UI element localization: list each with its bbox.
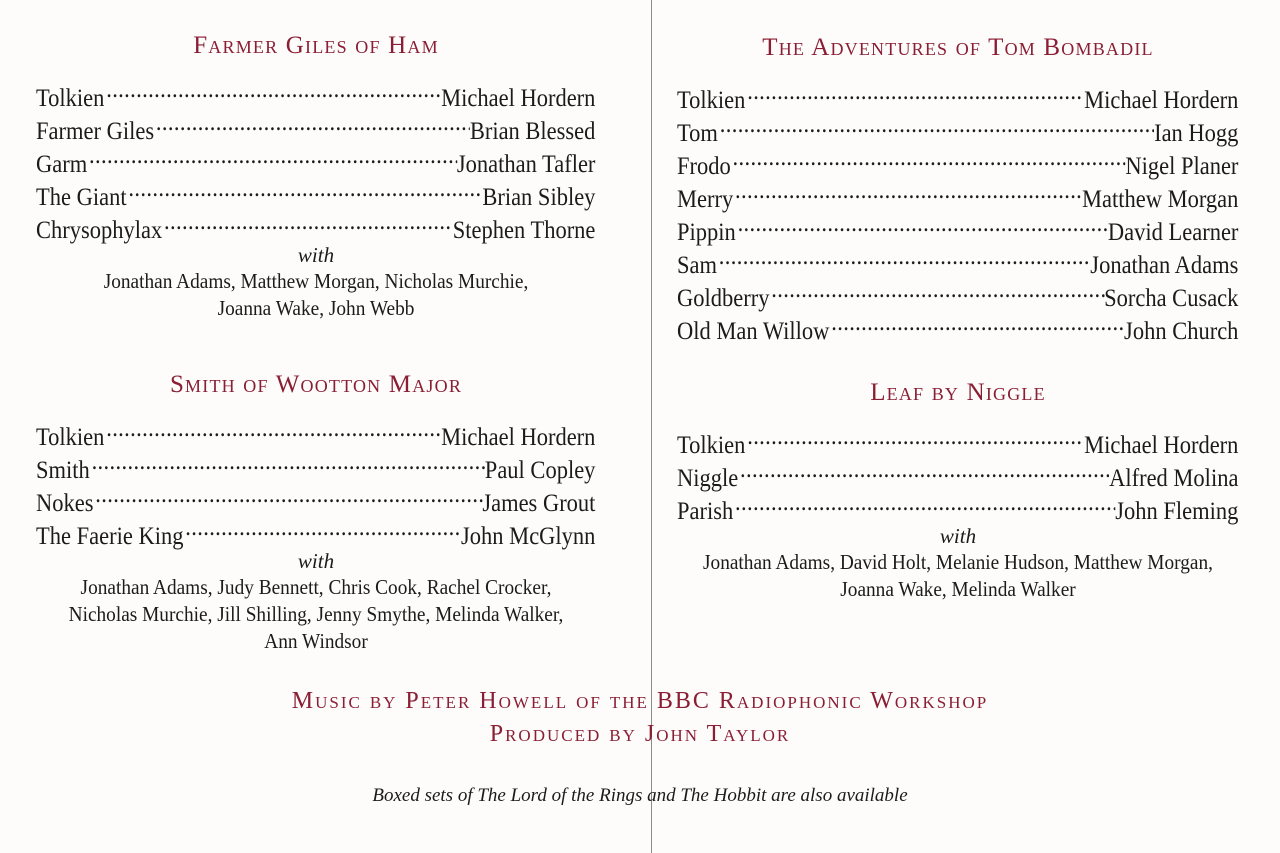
with-label: with — [297, 243, 335, 267]
cast-row — [677, 108, 1239, 147]
section-leaf-by-niggle — [677, 378, 1239, 603]
role-name: Smith — [36, 457, 90, 484]
cast-list — [677, 420, 1239, 525]
role-name: Chrysophylax — [36, 217, 163, 244]
cast-row — [677, 273, 1239, 312]
actor-name: Ian Hogg — [1154, 120, 1239, 147]
cast-row — [36, 106, 596, 145]
cast-row — [677, 453, 1239, 492]
cast-row — [36, 511, 596, 550]
additional-cast-line: Nicholas Murchie, Jill Shilling, Jenny Smythe, Melinda Walker, — [68, 602, 564, 626]
role-name: The Giant — [36, 184, 127, 211]
additional-cast — [699, 549, 1216, 603]
dot-leader — [736, 207, 1108, 240]
dot-leader — [162, 205, 452, 238]
additional-cast-line: Ann Windsor — [264, 629, 368, 653]
additional-cast — [58, 268, 573, 322]
additional-cast-line: Joanna Wake, John Webb — [217, 296, 415, 320]
cast-row — [677, 420, 1239, 459]
role-name: Merry — [677, 186, 734, 213]
cast-list — [36, 412, 596, 550]
additional-cast — [58, 574, 573, 655]
section-tom-bombadil — [677, 33, 1239, 345]
role-name: Tolkien — [677, 432, 746, 459]
dot-leader — [154, 106, 470, 139]
section-title: Farmer Giles of Ham — [193, 32, 439, 59]
dot-leader — [745, 75, 1084, 108]
role-name: Sam — [677, 252, 718, 279]
actor-name: Stephen Thorne — [452, 217, 596, 244]
dot-leader — [127, 172, 483, 205]
actor-name: Brian Sibley — [482, 184, 596, 211]
cast-row — [677, 240, 1239, 279]
actor-name: Paul Copley — [484, 457, 596, 484]
dot-leader — [183, 511, 461, 544]
cast-row — [677, 306, 1239, 345]
role-name: Parish — [677, 498, 734, 525]
dot-leader — [718, 108, 1154, 141]
actor-name: Brian Blessed — [469, 118, 596, 145]
section-title: Smith of Wootton Major — [169, 371, 463, 398]
cast-row — [36, 412, 596, 451]
cast-list — [677, 75, 1239, 345]
dot-leader — [104, 412, 441, 445]
cast-row — [677, 141, 1239, 180]
dot-leader — [90, 445, 485, 478]
actor-name: Matthew Morgan — [1081, 186, 1239, 213]
role-name: Farmer Giles — [36, 118, 155, 145]
actor-name: John McGlynn — [461, 523, 596, 550]
cast-row — [36, 445, 596, 484]
section-smith-of-wootton-major — [36, 370, 596, 655]
section-farmer-giles — [36, 31, 596, 322]
section-title: Leaf by Niggle — [870, 379, 1046, 406]
dot-leader — [769, 273, 1104, 306]
role-name: Tolkien — [36, 424, 105, 451]
section-title: The Adventures of Tom Bombadil — [762, 34, 1154, 61]
dot-leader — [731, 141, 1126, 174]
role-name: Pippin — [677, 219, 736, 246]
with-label: with — [939, 524, 977, 548]
actor-name: Michael Hordern — [1084, 432, 1239, 459]
actor-name: Michael Hordern — [1084, 87, 1239, 114]
dot-leader — [738, 453, 1109, 486]
cast-row — [677, 207, 1239, 246]
producer-credit: Produced by John Taylor — [489, 721, 791, 747]
cast-row — [36, 73, 596, 112]
dot-leader — [733, 486, 1115, 519]
role-name: The Faerie King — [36, 523, 184, 550]
actor-name: John Church — [1124, 318, 1239, 345]
dot-leader — [733, 174, 1082, 207]
cast-row — [36, 139, 596, 178]
role-name: Garm — [36, 151, 88, 178]
dot-leader — [104, 73, 441, 106]
role-name: Niggle — [677, 465, 739, 492]
additional-cast-line: Jonathan Adams, David Holt, Melanie Hudson, Matthew Morgan, — [703, 550, 1213, 574]
actor-name: Alfred Molina — [1109, 465, 1239, 492]
actor-name: James Grout — [482, 490, 596, 517]
actor-name: David Learner — [1107, 219, 1239, 246]
cast-row — [677, 174, 1239, 213]
role-name: Tom — [677, 120, 718, 147]
dot-leader — [87, 139, 457, 172]
role-name: Frodo — [677, 153, 731, 180]
cast-row — [677, 486, 1239, 525]
role-name: Tolkien — [36, 85, 105, 112]
availability-note: Boxed sets of The Lord of the Rings and The Hobbit are also available — [372, 785, 908, 806]
music-credit: Music by Peter Howell of the BBC Radiophonic Workshop — [291, 688, 989, 714]
actor-name: Jonathan Adams — [1090, 252, 1239, 279]
cast-row — [36, 172, 596, 211]
cast-list — [36, 73, 596, 244]
additional-cast-line: Jonathan Adams, Judy Bennett, Chris Cook, Rachel Crocker, — [80, 575, 552, 599]
cast-row — [677, 75, 1239, 114]
actor-name: Michael Hordern — [441, 424, 596, 451]
additional-cast-line: Jonathan Adams, Matthew Morgan, Nicholas Murchie, — [103, 269, 529, 293]
cast-row — [36, 205, 596, 244]
role-name: Nokes — [36, 490, 94, 517]
actor-name: Michael Hordern — [441, 85, 596, 112]
dot-leader — [829, 306, 1124, 339]
actor-name: Nigel Planer — [1125, 153, 1239, 180]
cast-row — [36, 478, 596, 517]
role-name: Tolkien — [677, 87, 746, 114]
with-label: with — [297, 549, 335, 573]
additional-cast-line: Joanna Wake, Melinda Walker — [840, 577, 1076, 601]
dot-leader — [745, 420, 1084, 453]
actor-name: John Fleming — [1115, 498, 1239, 525]
actor-name: Sorcha Cusack — [1104, 285, 1239, 312]
dot-leader — [94, 478, 483, 511]
actor-name: Jonathan Tafler — [456, 151, 596, 178]
dot-leader — [717, 240, 1090, 273]
role-name: Old Man Willow — [677, 318, 830, 345]
role-name: Goldberry — [677, 285, 770, 312]
